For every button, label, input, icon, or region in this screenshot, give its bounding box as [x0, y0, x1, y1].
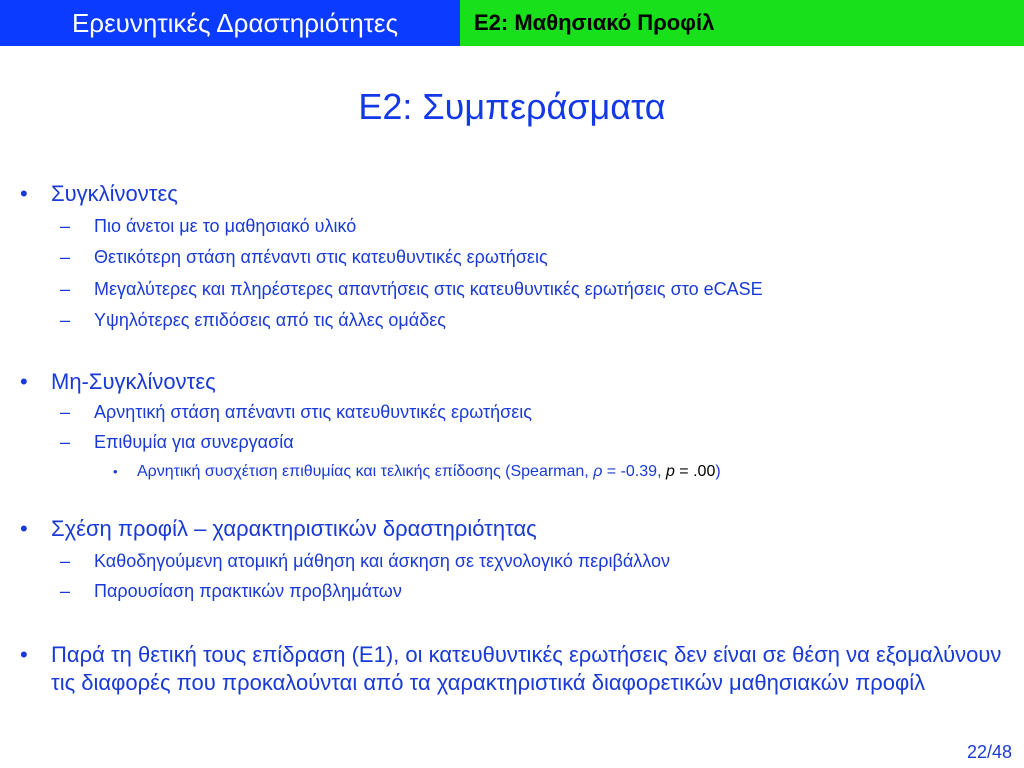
bullet-text: Σχέση προφίλ – χαρακτηριστικών δραστηριότητας [51, 516, 537, 541]
list-item-text: Πιο άνετοι με το μαθησιακό υλικό [94, 216, 357, 236]
dash-icon: – [60, 402, 71, 422]
p-symbol: p [665, 463, 675, 480]
slide-header [0, 0, 1024, 46]
bullet-icon: • [20, 642, 28, 667]
dash-icon: – [60, 310, 71, 330]
list-item-text: Θετικότερη στάση απέναντι στις κατευθυντικές ερωτήσεις [94, 247, 548, 267]
list-item-text: Καθοδηγούμενη ατομική μάθηση και άσκηση σε τεχνολογικό περιβάλλον [94, 551, 671, 571]
bullet-icon: • [20, 369, 28, 394]
bullet-icon: • [20, 181, 28, 206]
correlation-text [137, 461, 721, 483]
page-number: 22/48 [966, 742, 1012, 762]
bullet-text: Παρά τη θετική τους επίδραση (Ε1), οι κατευθυντικές ερωτήσεις δεν είναι σε θέση να εξομαλύνουν τις διαφορές που προκαλούνται από τα χαρακτηριστικά διαφορετικών μαθησιακών προφίλ [51, 642, 1002, 695]
bullet-text: Μη-Συγκλίνοντες [51, 369, 216, 394]
dash-icon: – [60, 247, 71, 267]
dash-icon: – [60, 216, 71, 236]
correlation-prefix: Αρνητική συσχέτιση επιθυμίας και τελικής επίδοσης (Spearman, [137, 463, 594, 480]
p-value: = .00 [674, 463, 716, 480]
list-item-text: Υψηλότερες επιδόσεις από τις άλλες ομάδες [94, 310, 446, 330]
list-item-text: Αρνητική στάση απέναντι στις κατευθυντικές ερωτήσεις [94, 402, 532, 422]
dash-icon: – [60, 581, 71, 601]
bullet-icon: • [20, 516, 28, 541]
rho-value: = -0.39, [602, 463, 666, 480]
slide-title: Ε2: Συμπεράσματα [358, 86, 666, 127]
bullet-text: Συγκλίνοντες [51, 181, 178, 206]
rho-symbol: ρ [593, 463, 603, 480]
list-item-text: Μεγαλύτερες και πληρέστερες απαντήσεις στις κατευθυντικές ερωτήσεις στο eCASE [94, 279, 763, 299]
correlation-suffix: ) [715, 463, 721, 480]
dash-icon: – [60, 279, 71, 299]
dash-icon: – [60, 551, 71, 571]
subsection-tab[interactable]: Ε2: Μαθησιακό Προφίλ [460, 0, 1024, 46]
list-item-text: Επιθυμία για συνεργασία [94, 432, 294, 452]
list-item-text: Παρουσίαση πρακτικών προβλημάτων [94, 581, 402, 601]
section-tab[interactable]: Ερευνητικές Δραστηριότητες [0, 0, 460, 46]
dash-icon: – [60, 432, 71, 452]
bullet-icon: • [113, 464, 118, 479]
